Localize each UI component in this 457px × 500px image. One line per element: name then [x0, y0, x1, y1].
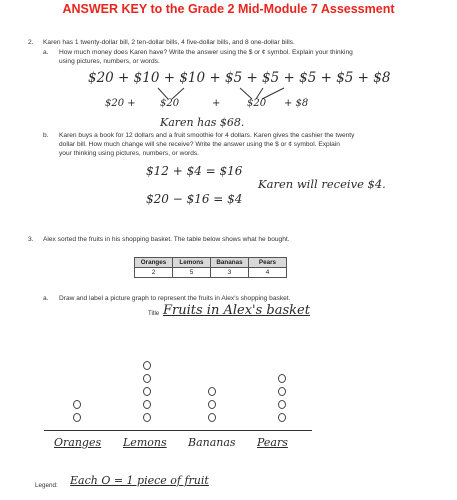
graph-category-label: Oranges: [54, 436, 102, 449]
q2b-label: b.: [43, 132, 49, 139]
q2a-work-line1: $20 + $10 + $10 + $5 + $5 + $5 + $5 + $8: [88, 70, 391, 86]
graph-circle: [208, 387, 216, 396]
q2b-work-line2: $20 − $16 = $4: [146, 192, 243, 206]
graph-category-label: Bananas: [188, 436, 236, 449]
graph-circle: [143, 387, 151, 396]
graph-circle: [278, 413, 286, 422]
graph-category-label: Lemons: [123, 436, 167, 449]
q2b-line1: Karen buys a book for 12 dollars and a fruit smoothie for 4 dollars. Karen gives the cashier the twenty: [59, 132, 355, 139]
q2a-label: a.: [43, 49, 49, 56]
graph-circle: [208, 413, 216, 422]
table-header: Lemons: [173, 258, 211, 268]
table-header: Bananas: [211, 258, 249, 268]
fruit-table: [134, 257, 287, 278]
fruit-table-value-row: [135, 268, 287, 278]
graph-circle: [278, 374, 286, 383]
q2a-line2: using pictures, numbers, or words.: [59, 58, 160, 65]
q2-number: 2.: [28, 39, 34, 46]
table-cell: 5: [173, 268, 211, 278]
q3a-text: Draw and label a picture graph to represent the fruits in Alex's shopping basket.: [59, 295, 291, 302]
graph-circle: [278, 387, 286, 396]
graph-circle: [73, 400, 81, 409]
graph-category-label: Pears: [257, 436, 288, 449]
q2-intro: Karen has 1 twenty-dollar bill, 2 ten-dollar bills, 4 five-dollar bills, and 8 one-dollar bills.: [43, 39, 295, 46]
q3-number: 3.: [28, 236, 34, 243]
page-title: ANSWER KEY to the Grade 2 Mid-Module 7 Assessment: [62, 2, 395, 16]
q2a-work-p5: + $8: [284, 98, 309, 109]
q2b-answer: Karen will receive $4.: [258, 177, 386, 191]
graph-baseline: [44, 430, 312, 431]
fruit-table-header-row: [135, 258, 287, 268]
legend-label: Legend:: [35, 482, 58, 489]
graph-circle: [143, 400, 151, 409]
q2b-line2: dollar bill. How much change will she receive? Write the answer using the $ or ¢ symbol. Explain: [59, 141, 340, 148]
q2b-line3: your thinking using pictures, numbers, or words.: [59, 150, 199, 157]
table-header: Pears: [249, 258, 287, 268]
q2a-work-p2: $20: [160, 98, 180, 109]
q2a-answer: Karen has $68.: [160, 116, 245, 129]
q2a-line1: How much money does Karen have? Write the answer using the $ or ¢ symbol. Explain your thinking: [59, 49, 353, 56]
table-cell: 2: [135, 268, 173, 278]
q2a-work-p3: +: [212, 98, 221, 109]
graph-title-label: Title: [148, 311, 160, 317]
graph-circle: [143, 361, 151, 370]
table-cell: 3: [211, 268, 249, 278]
table-cell: 4: [249, 268, 287, 278]
graph-circle: [208, 400, 216, 409]
graph-circle: [143, 413, 151, 422]
graph-circle: [73, 413, 81, 422]
q3-intro: Alex sorted the fruits in his shopping basket. The table below shows what he bought.: [43, 236, 290, 243]
legend-text: Each O = 1 piece of fruit: [70, 474, 209, 487]
graph-circle: [278, 400, 286, 409]
graph-title: Fruits in Alex's basket: [163, 303, 310, 318]
q3a-label: a.: [43, 295, 49, 302]
q2b-work-line1: $12 + $4 = $16: [146, 164, 243, 178]
table-header: Oranges: [135, 258, 173, 268]
q2a-work-p1: $20 +: [105, 98, 136, 109]
graph-circle: [143, 374, 151, 383]
q2a-work-p4: $20: [247, 98, 267, 109]
